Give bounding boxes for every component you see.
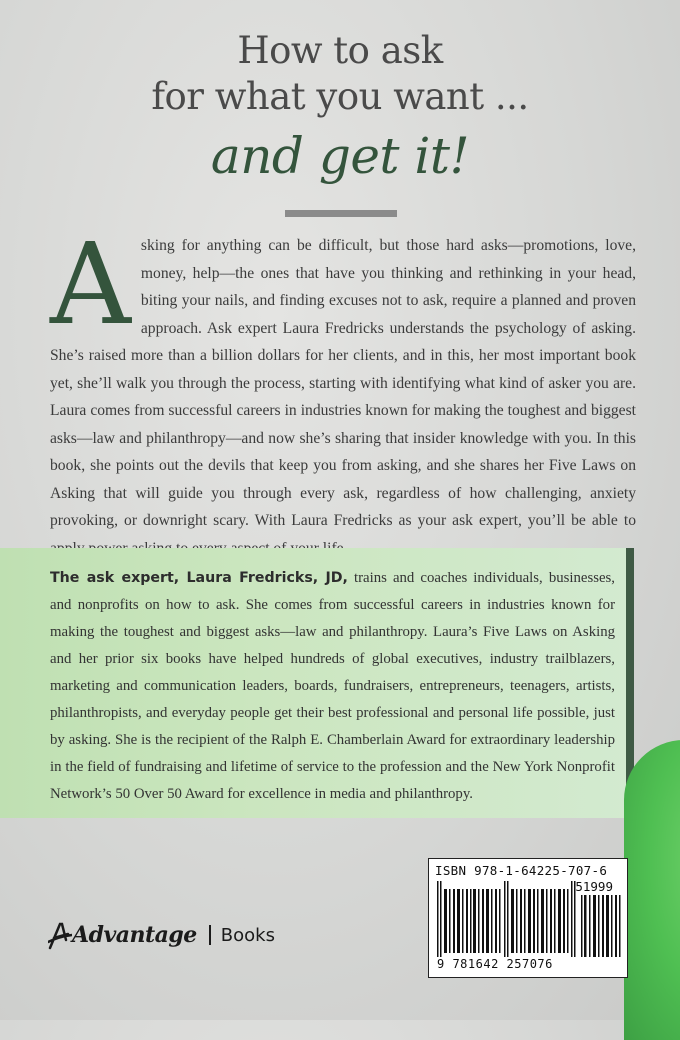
author-bio <box>50 565 615 808</box>
barcode-digits: 9 781642 257076 <box>437 957 553 971</box>
headline <box>0 28 680 188</box>
bio-lead: The ask expert, Laura Fredricks, JD, <box>50 570 348 586</box>
headline-line-3: and get it! <box>210 127 470 185</box>
publisher-name: Advantage <box>72 922 197 948</box>
barcode-bars <box>437 881 577 957</box>
isbn-barcode <box>428 858 628 978</box>
book-blurb <box>50 220 636 562</box>
logo-separator <box>209 925 211 945</box>
price-code: 51999 <box>575 879 613 894</box>
advantage-swoosh-icon <box>48 920 72 950</box>
drop-cap: A <box>50 220 131 350</box>
blurb-text: sking for anything can be difficult, but those hard asks—promotions, love, money, help—the ones that have you thinking and rethinking in your head, biting your nails, and finding excuses not to ask, require a planned and proven approach. Ask expert Laura Fredricks understands the psychology of asking. She’s raised more than a billion dollars for her clients, and in this, her most important book yet, she’ll walk you through the process, starting with identifying what kind of asker you are. Laura comes from successful careers in industries known for making the toughest and biggest asks—law and philanthropy—and now she’s sharing that insider knowledge with you. In this book, she points out the devils that keep you from asking, and she shares her Five Laws on Asking that will guide you through every ask, regardless of how challenging, anxiety provoking, or downright scary. With Laura Fredricks as your ask expert, you’ll be able to <box>50 237 636 529</box>
publisher-logo <box>48 920 275 950</box>
author-photo-sweater <box>624 740 680 1040</box>
divider-rule <box>285 210 397 217</box>
price-barcode-bars <box>581 895 621 957</box>
headline-line-1: How to ask <box>237 29 443 72</box>
headline-line-2: for what you want ... <box>151 75 529 118</box>
isbn-label: ISBN 978-1-64225-707-6 <box>435 863 608 878</box>
bio-text: trains and coaches individuals, businesses, and nonprofits on how to ask. She comes from successful careers in industries known for making the toughest and biggest asks—law and philanthropy. Laura’s Five Laws on Asking and her prior six books have helped hundreds of global executives, industry trailblazers, marketing and communication leaders, boards, fundraisers, entrepreneurs, teenagers, artists, philanthropists, and everyday people get their best professional and personal life possible, just by asking. She is the recipient of the Ralph E. Chamberlain Award for extraordinary leadership in the field of fundraising and lifetime of service to the profession and the New York Nonprofit Network’s 50 Over 50 Award for excellence in media and philanthropy. <box>50 570 615 802</box>
publisher-imprint: Books <box>220 924 275 946</box>
